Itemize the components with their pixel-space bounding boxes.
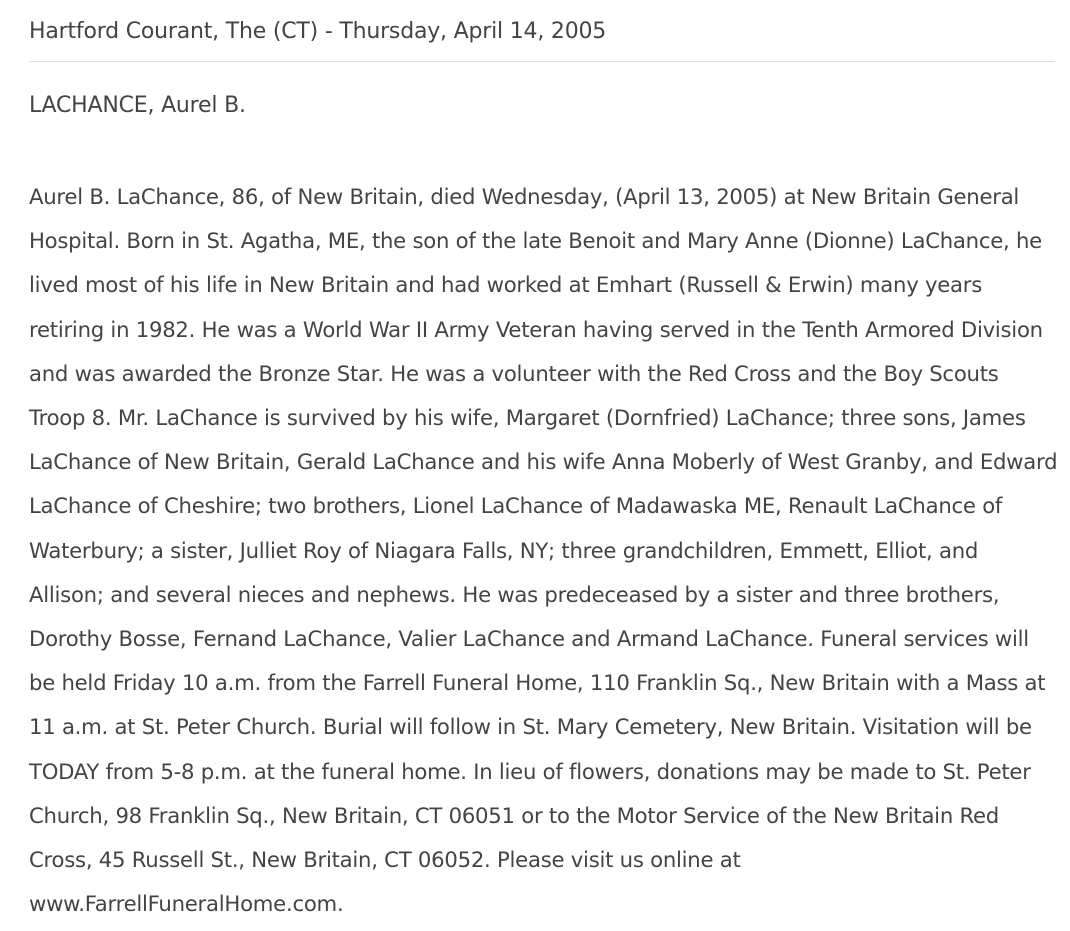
- divider: [29, 61, 1055, 62]
- obituary-name: LACHANCE, Aurel B.: [29, 93, 246, 118]
- obituary-body: Aurel B. LaChance, 86, of New Britain, died Wednesday, (April 13, 2005) at New Britain General Hospital. Born in St. Agatha, ME, the son of the late Benoit and Mary Anne (Dionne) LaChance, he lived most of his life in New Britain and had worked at Emhart (Russell & Erwin) many years retiring in 1982. He was a World War II Army Veteran having served in the Tenth Armored Division and was awarded the Bronze Star. He was a volunteer with the Red Cross and the Boy Scouts Troop 8. Mr. LaChance is survived by his wife, Margaret (Dornfried) LaChance; three sons, James LaChance of New Britain, Gerald LaChance and his wife Anna Moberly of West Granby, and Edward LaChance of Cheshire; two brothers, Lionel LaChance of Madawaska ME, Renault LaChance of Waterbury; a sister, Julliet Roy of Niagara Falls, NY; three grandchildren, Emmett, Elliot, and Allison; and several nieces and nephews. He was predeceased by a sister and three brothers, Dorothy Bosse, Fernand LaChance, Valier LaChance and Armand LaChance. Funeral services will be held Friday 10 a.m. from the Farrell Funeral Home, 110 Franklin Sq., New Britain with a Mass at 11 a.m. at St. Peter Church. Burial will follow in St. Mary Cemetery, New Britain. Visitation will be TODAY from 5-8 p.m. at the funeral home. In lieu of flowers, donations may be made to St. Peter Church, 98 Franklin Sq., New Britain, CT 06051 or to the Motor Service of the New Britain Red Cross, 45 Russell St., New Britain, CT 06052. Please visit us online at www.FarrellFuneralHome.com.: [29, 184, 1058, 917]
- publication-source: Hartford Courant, The (CT) - Thursday, April 14, 2005: [29, 19, 607, 44]
